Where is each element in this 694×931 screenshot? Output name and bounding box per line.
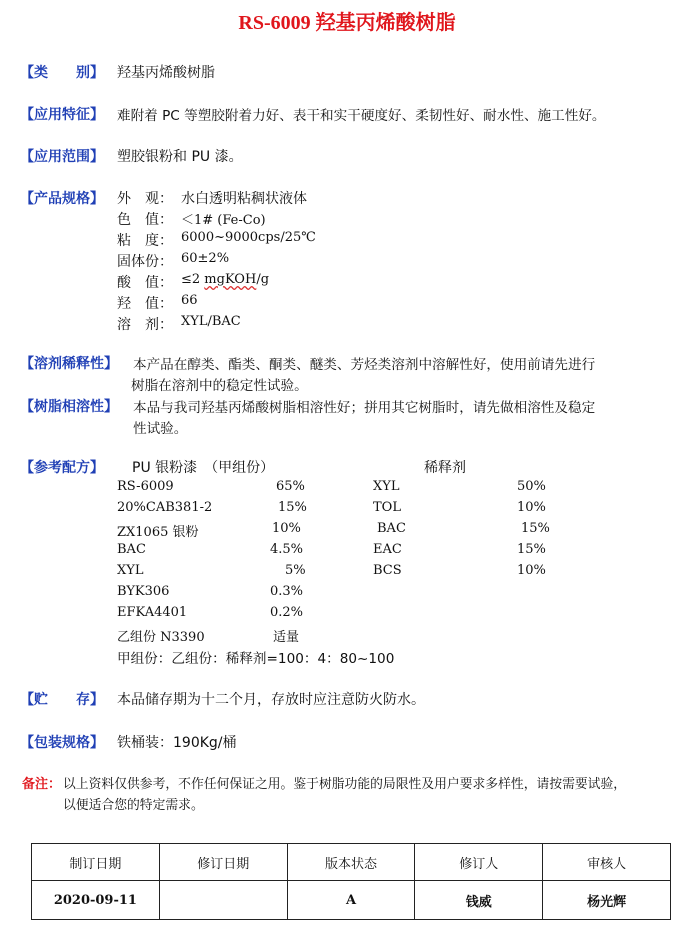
diluent-item-name: BCS	[373, 563, 402, 578]
diluent-item-name: EAC	[373, 542, 402, 557]
packaging-value: 铁桶装：190Kg/桶	[117, 735, 237, 751]
formula-item-name: 20%CAB381-2	[117, 500, 213, 515]
cell-reviser: 钱威	[415, 881, 543, 920]
cell-created-date: 2020-09-11	[32, 881, 160, 920]
spec-key: 固体份：	[117, 254, 173, 270]
header-cell-version: 版本状态	[287, 844, 415, 881]
diluent-item-value: 50%	[517, 479, 546, 494]
formula-item-value: 适量	[273, 630, 300, 645]
formula-item-value: 0.2%	[270, 605, 304, 620]
spec-key: 溶 剂：	[117, 317, 173, 333]
diluent-item-value: 15%	[517, 542, 546, 557]
spec-key: 色 值：	[117, 212, 173, 228]
revision-table-row	[32, 881, 671, 920]
formula-item-name: BAC	[117, 542, 146, 557]
cell-approver: 杨光辉	[543, 881, 671, 920]
header-cell-approver: 审核人	[543, 844, 671, 881]
formula-item-name: BYK306	[117, 584, 170, 599]
spec-key: 粘 度：	[117, 233, 173, 249]
note-label: 备注：	[22, 777, 62, 792]
header-cell-created-date: 制订日期	[32, 844, 160, 881]
scope-label: 【应用范围】	[20, 149, 104, 165]
diluent-item-value: 15%	[521, 521, 550, 536]
dilution-line-2: 树脂在溶剂中的稳定性试验。	[131, 378, 308, 394]
dilution-line-1: 本产品在醇类、酯类、酮类、醚类、芳烃类溶剂中溶解性好，使用前请先进行	[133, 357, 596, 373]
header-cell-reviser: 修订人	[415, 844, 543, 881]
header-cell-revised-date: 修订日期	[159, 844, 287, 881]
spec-value: ＜1# (Fe-Co)	[181, 213, 266, 228]
features-value: 难附着 PC 等塑胶附着力好、表干和实干硬度好、柔韧性好、耐水性、施工性好。	[117, 108, 606, 124]
dilution-label: 【溶剂稀释性】	[20, 356, 118, 372]
diluent-item-value: 10%	[517, 500, 546, 515]
spec-value: 66	[181, 293, 198, 308]
spec-value: 6000~9000cps/25℃	[181, 230, 316, 245]
formula-item-value: 65%	[276, 479, 305, 494]
formula-item-value: 10%	[272, 521, 301, 536]
formula-item-value: 0.3%	[270, 584, 304, 599]
formula-right-header: 稀释剂	[424, 460, 466, 476]
cell-revised-date	[159, 881, 287, 920]
formula-item-value: 15%	[278, 500, 307, 515]
diluent-item-name: XYL	[373, 479, 400, 494]
formula-item-name: RS-6009	[117, 479, 174, 494]
formula-label: 【参考配方】	[20, 460, 104, 476]
storage-value: 本品储存期为十二个月，存放时应注意防火防水。	[117, 692, 425, 708]
scope-value: 塑胶银粉和 PU 漆。	[117, 149, 243, 165]
revision-table	[31, 843, 671, 920]
compat-label: 【树脂相溶性】	[20, 399, 118, 415]
formula-item-name: 乙组份 N3390	[117, 630, 205, 645]
spec-value: 水白透明粘稠状液体	[181, 191, 307, 207]
category-label: 【类 别】	[20, 65, 104, 81]
formula-item-value: 5%	[285, 563, 306, 578]
compat-line-2: 性试验。	[133, 421, 188, 437]
spec-key: 羟 值：	[117, 296, 173, 312]
note-line-1: 以上资料仅供参考，不作任何保证之用。鉴于树脂功能的局限性及用户要求多样性，请按需要试验，	[63, 777, 627, 792]
specs-label: 【产品规格】	[20, 191, 104, 207]
storage-label: 【贮 存】	[20, 692, 104, 708]
formula-item-name: EFKA4401	[117, 605, 188, 620]
note-line-2: 以便适合您的特定需求。	[63, 798, 204, 813]
diluent-item-name: TOL	[373, 500, 401, 515]
formula-item-name: ZX1065 银粉	[117, 525, 199, 540]
formula-left-header: PU 银粉漆 （甲组份）	[132, 460, 275, 476]
formula-item-value: 4.5%	[270, 542, 304, 557]
spec-key: 酸 值：	[117, 275, 173, 291]
cell-version: A	[287, 881, 415, 920]
revision-table-header-row	[32, 844, 671, 881]
spec-key: 外 观：	[117, 191, 173, 207]
spec-value: 60±2%	[181, 251, 230, 266]
features-label: 【应用特征】	[20, 107, 104, 123]
packaging-label: 【包装规格】	[20, 735, 104, 751]
diluent-item-value: 10%	[517, 563, 546, 578]
diluent-item-name: BAC	[377, 521, 406, 536]
compat-line-1: 本品与我司羟基丙烯酸树脂相溶性好；拼用其它树脂时，请先做相溶性及稳定	[133, 400, 596, 416]
category-value: 羟基丙烯酸树脂	[117, 65, 215, 81]
spec-value: XYL/BAC	[181, 314, 241, 329]
formula-item-name: XYL	[117, 563, 144, 578]
spec-value: ≤2 mgKOH/g	[181, 272, 270, 287]
page-title: RS-6009 羟基丙烯酸树脂	[238, 12, 456, 34]
formula-ratio: 甲组份：乙组份：稀释剂=100：4：80~100	[117, 651, 395, 667]
